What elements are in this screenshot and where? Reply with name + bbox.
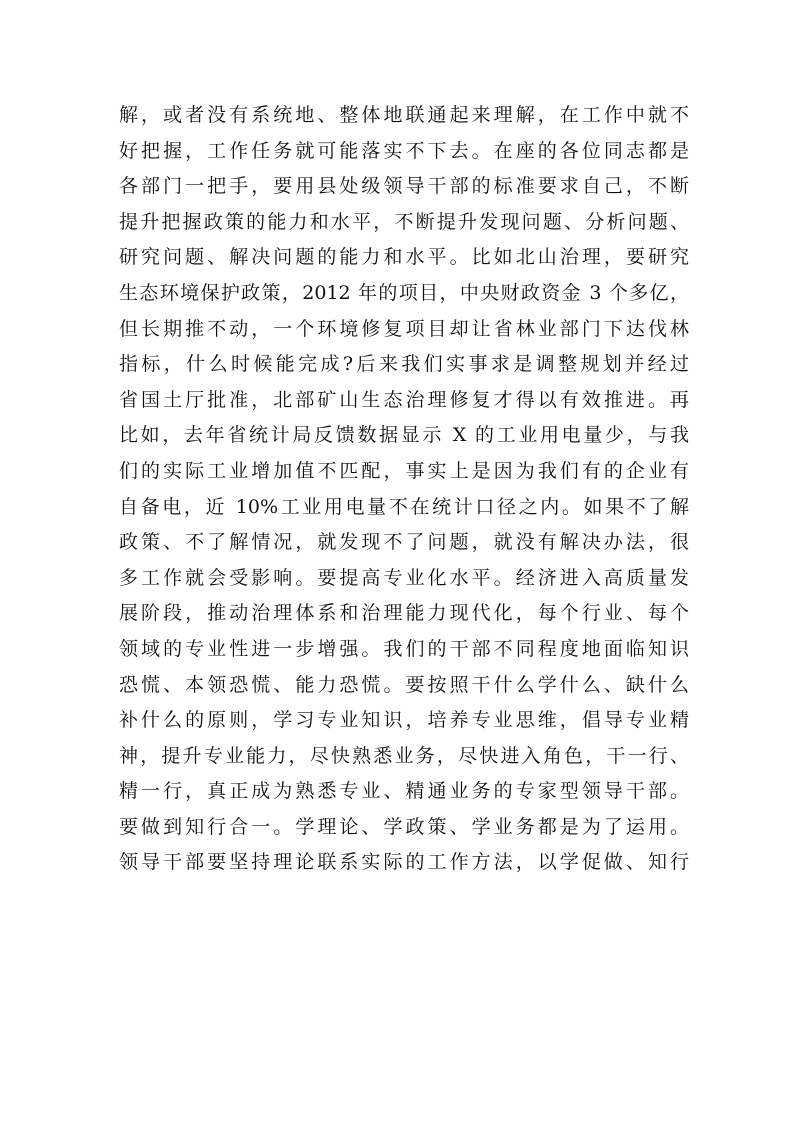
text-line: 领域的专业性进一步增强。我们的干部不同程度地面临知识 [119, 637, 689, 660]
text-line: 神，提升专业能力，尽快熟悉业务，尽快进入角色，干一行、 [119, 744, 689, 767]
text-line: 省国土厅批准，北部矿山生态治理修复才得以有效推进。再 [119, 388, 689, 411]
text-line: 精一行，真正成为熟悉专业、精通业务的专家型领导干部。 [119, 780, 689, 803]
text-line: 补什么的原则，学习专业知识，培养专业思维，倡导专业精 [119, 709, 689, 732]
text-line: 政策、不了解情况，就发现不了问题，就没有解决办法，很 [119, 531, 689, 554]
text-line: 指标，什么时候能完成?后来我们实事求是调整规划并经过 [119, 353, 689, 376]
text-line: 展阶段，推动治理体系和治理能力现代化，每个行业、每个 [119, 602, 689, 625]
text-line: 生态环境保护政策，2012 年的项目，中央财政资金 3 个多亿， [119, 281, 689, 304]
text-line: 恐慌、本领恐慌、能力恐慌。要按照干什么学什么、缺什么 [119, 673, 689, 696]
text-line: 提升把握政策的能力和水平，不断提升发现问题、分析问题、 [119, 210, 689, 233]
text-line: 要做到知行合一。学理论、学政策、学业务都是为了运用。 [119, 815, 689, 838]
text-line: 但长期推不动，一个环境修复项目却让省林业部门下达伐林 [119, 317, 689, 340]
body-text [119, 98, 689, 881]
text-line: 好把握，工作任务就可能落实不下去。在座的各位同志都是 [119, 139, 689, 162]
text-line: 领导干部要坚持理论联系实际的工作方法，以学促做、知行 [119, 851, 689, 874]
text-line: 们的实际工业增加值不匹配，事实上是因为我们有的企业有 [119, 459, 689, 482]
text-line: 比如，去年省统计局反馈数据显示 X 的工业用电量少，与我 [119, 424, 689, 447]
text-line: 各部门一把手，要用县处级领导干部的标准要求自己，不断 [119, 175, 689, 198]
text-line: 自备电，近 10%工业用电量不在统计口径之内。如果不了解 [119, 495, 689, 518]
text-line: 解，或者没有系统地、整体地联通起来理解，在工作中就不 [119, 104, 689, 126]
text-line: 多工作就会受影响。要提高专业化水平。经济进入高质量发 [119, 566, 689, 589]
text-line: 研究问题、解决问题的能力和水平。比如北山治理，要研究 [119, 246, 689, 269]
